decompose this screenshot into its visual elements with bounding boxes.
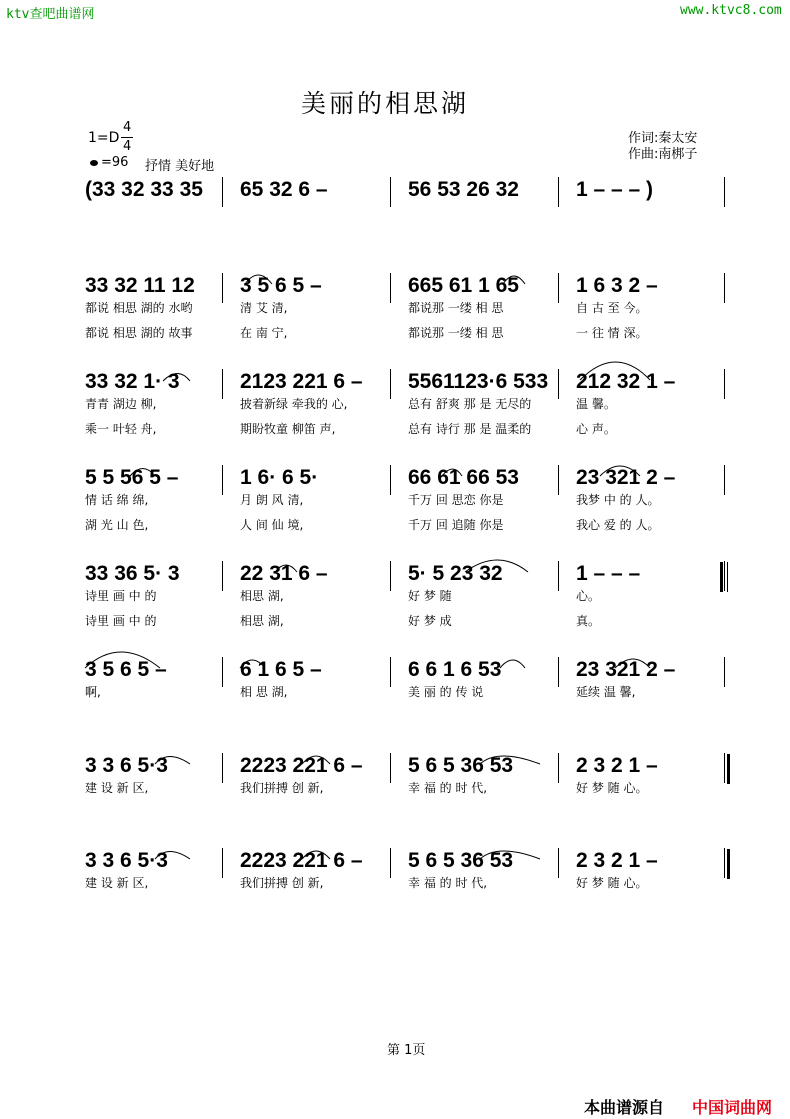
lyric-verse-1: 我梦 中 的 人。 <box>576 493 660 507</box>
bar-line <box>558 657 559 687</box>
measure-notes: 66 61 66 53 <box>408 466 519 489</box>
measure-notes: 2223 221 6 – <box>240 849 363 872</box>
measure-notes: 65 32 6 – <box>240 178 328 201</box>
lyric-verse-1: 都说 相思 湖的 水哟 <box>85 301 193 315</box>
bar-line <box>724 369 725 399</box>
lyric-verse-2: 人 间 仙 境, <box>240 518 304 532</box>
lyric-verse-2: 一 往 情 深。 <box>576 326 648 340</box>
lyric-verse-2: 相思 湖, <box>240 614 284 628</box>
bar-line <box>390 561 391 591</box>
lyric-verse-1: 延续 温 馨, <box>576 685 636 699</box>
bar-line <box>390 753 391 783</box>
measure-notes: 33 32 11 12 <box>85 274 195 297</box>
bar-line <box>558 273 559 303</box>
measure-notes: 1 6 3 2 – <box>576 274 658 297</box>
lyric-verse-1: 青青 湖边 柳, <box>85 397 157 411</box>
measure-notes: 3 3 6 5·3 <box>85 849 168 872</box>
lyric-verse-1: 总有 舒爽 那 是 无尽的 <box>408 397 532 411</box>
lyric-verse-1: 建 设 新 区, <box>85 781 149 795</box>
lyric-verse-1: 我们拼搏 创 新, <box>240 876 324 890</box>
bar-line <box>222 657 223 687</box>
lyric-verse-1: 都说那 一缕 相 思 <box>408 301 504 315</box>
time-signature-line <box>121 137 133 138</box>
bar-line <box>724 273 725 303</box>
lyric-verse-1: 啊, <box>85 685 101 699</box>
bar-line <box>558 177 559 207</box>
lyric-verse-1: 温 馨。 <box>576 397 616 411</box>
bar-line <box>222 369 223 399</box>
measure-notes: 3 5 6 5 – <box>85 658 167 681</box>
measure-notes: 5 6 5 36 53 <box>408 754 514 777</box>
repeat-bar-line <box>720 562 723 592</box>
lyric-verse-1: 我们拼搏 创 新, <box>240 781 324 795</box>
lyric-verse-1: 好 梦 随 <box>408 589 452 603</box>
measure-notes: 5· 5 23 32 <box>408 562 503 585</box>
lyric-verse-2: 总有 诗行 那 是 温柔的 <box>408 422 532 436</box>
key-signature: 1=D <box>88 130 120 146</box>
measure-notes: 2 3 2 1 – <box>576 849 658 872</box>
lyric-verse-1: 月 朗 风 清, <box>240 493 304 507</box>
measure-notes: 23 321 2 – <box>576 658 676 681</box>
measure-notes: 1 – – – ) <box>576 178 654 201</box>
lyric-verse-1: 相思 湖, <box>240 589 284 603</box>
bar-line <box>724 848 725 878</box>
measure-notes: 23 321 2 – <box>576 466 676 489</box>
lyric-verse-1: 清 艾 清, <box>240 301 288 315</box>
lyric-verse-2: 好 梦 成 <box>408 614 452 628</box>
measure-notes: 5561123·6 533 <box>408 370 549 393</box>
page-number: 第 1页 <box>387 1043 426 1058</box>
bar-line <box>558 465 559 495</box>
bar-line <box>222 848 223 878</box>
quarter-note-icon <box>90 160 98 166</box>
measure-notes: 2123 221 6 – <box>240 370 363 393</box>
lyric-verse-2: 真。 <box>576 614 601 628</box>
lyric-verse-1: 情 话 绵 绵, <box>85 493 149 507</box>
time-signature-bottom: 4 <box>123 139 132 154</box>
measure-notes: 1 – – – <box>576 562 641 585</box>
measure-notes: 2223 221 6 – <box>240 754 363 777</box>
measure-notes: 56 53 26 32 <box>408 178 519 201</box>
measure-notes: 212 32 1 – <box>576 370 676 393</box>
bar-line <box>724 753 725 783</box>
measure-notes: 1 6· 6 5· <box>240 466 319 489</box>
footer-site-name: 中国词曲网 <box>692 1098 773 1117</box>
bar-line <box>222 465 223 495</box>
lyric-verse-1: 诗里 画 中 的 <box>85 589 157 603</box>
bar-line <box>390 465 391 495</box>
bar-line <box>724 561 725 591</box>
end-repeat-bar-line <box>727 754 730 784</box>
slur-mark <box>500 660 525 668</box>
lyric-verse-1: 美 丽 的 传 说 <box>408 685 484 699</box>
watermark-left: ktv查吧曲谱网 <box>6 7 95 22</box>
lyric-verse-1: 相 思 湖, <box>240 685 288 699</box>
lyric-verse-2: 湖 光 山 色, <box>85 518 149 532</box>
bar-line <box>558 369 559 399</box>
composer-credit: 作曲:南梆子 <box>628 147 698 162</box>
lyric-verse-2: 千万 回 追随 你是 <box>408 518 504 532</box>
measure-notes: 3 3 6 5·3 <box>85 754 168 777</box>
lyric-verse-2: 期盼牧童 柳笛 声, <box>240 422 336 436</box>
lyric-verse-1: 好 梦 随 心。 <box>576 781 648 795</box>
lyric-verse-2: 都说那 一缕 相 思 <box>408 326 504 340</box>
lyric-verse-1: 心。 <box>576 589 601 603</box>
bar-line <box>724 177 725 207</box>
bar-line <box>724 465 725 495</box>
measure-notes: 6 6 1 6 53 <box>408 658 502 681</box>
bar-line <box>222 273 223 303</box>
bar-line <box>222 561 223 591</box>
bar-line <box>222 753 223 783</box>
measure-notes: (33 32 33 35 <box>85 178 203 201</box>
lyricist-credit: 作词:秦太安 <box>628 131 698 146</box>
measure-notes: 22 31 6 – <box>240 562 328 585</box>
measure-notes: 6 1 6 5 – <box>240 658 322 681</box>
footer-source-label: 本曲谱源自 <box>584 1098 665 1117</box>
bar-line <box>390 369 391 399</box>
song-title: 美丽的相思湖 <box>301 89 470 118</box>
bar-line <box>390 273 391 303</box>
bar-line <box>558 848 559 878</box>
lyric-verse-1: 千万 回 思恋 你是 <box>408 493 504 507</box>
bar-line <box>558 561 559 591</box>
measure-notes: 33 36 5· 3 <box>85 562 180 585</box>
lyric-verse-1: 披着新绿 牵我的 心, <box>240 397 348 411</box>
lyric-verse-1: 幸 福 的 时 代, <box>408 876 488 890</box>
tempo-marking: =96 <box>101 155 129 170</box>
lyric-verse-1: 自 古 至 今。 <box>576 301 648 315</box>
lyric-verse-2: 乘一 叶轻 舟, <box>85 422 157 436</box>
expression-marking: 抒情 美好地 <box>145 159 215 174</box>
lyric-verse-1: 建 设 新 区, <box>85 876 149 890</box>
lyric-verse-2: 都说 相思 湖的 故事 <box>85 326 193 340</box>
bar-line <box>390 657 391 687</box>
measure-notes: 5 6 5 36 53 <box>408 849 514 872</box>
lyric-verse-2: 我心 爱 的 人。 <box>576 518 660 532</box>
bar-line <box>558 753 559 783</box>
repeat-bar-line <box>727 562 728 592</box>
time-signature-top: 4 <box>123 120 132 135</box>
bar-line <box>390 177 391 207</box>
lyric-verse-2: 诗里 画 中 的 <box>85 614 157 628</box>
watermark-right: www.ktvc8.com <box>680 3 782 18</box>
bar-line <box>390 848 391 878</box>
measure-notes: 3 5 6 5 – <box>240 274 322 297</box>
measure-notes: 33 32 1· 3 <box>85 370 180 393</box>
lyric-verse-1: 好 梦 随 心。 <box>576 876 648 890</box>
lyric-verse-2: 在 南 宁, <box>240 326 288 340</box>
lyric-verse-2: 心 声。 <box>576 422 616 436</box>
bar-line <box>724 657 725 687</box>
final-bar-line <box>727 849 730 879</box>
measure-notes: 665 61 1 65 <box>408 274 519 297</box>
lyric-verse-1: 幸 福 的 时 代, <box>408 781 488 795</box>
bar-line <box>222 177 223 207</box>
measure-notes: 2 3 2 1 – <box>576 754 658 777</box>
measure-notes: 5 5 56 5 – <box>85 466 179 489</box>
